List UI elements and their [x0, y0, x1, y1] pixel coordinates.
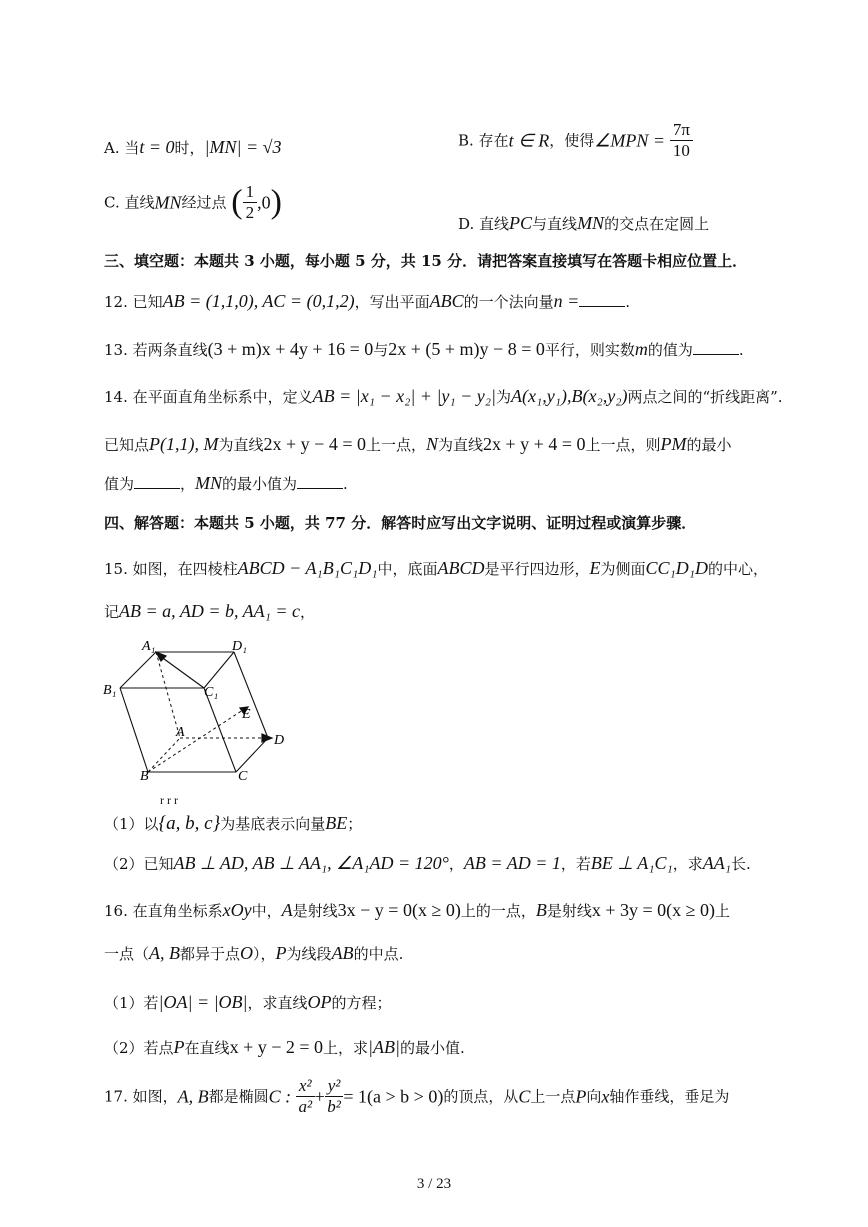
answer-blank	[297, 474, 343, 489]
question-16-line-2: 一点（A, B都异于点O），P为线段AB的中点.	[104, 943, 404, 963]
label-d1: D₁	[232, 639, 247, 654]
question-14-line-3: 值为 ，MN的最小值为 .	[104, 473, 348, 493]
label-a1: A₁	[142, 639, 156, 654]
question-16-part-1: （1）若|OA| = |OB|，求直线OP的方程；	[104, 992, 392, 1012]
page-number: 3 / 23	[416, 1176, 452, 1192]
question-16-part-2: （2）若点P在直线x + y − 2 = 0上，求|AB|的最小值.	[104, 1037, 465, 1057]
label-c1: C₁	[204, 685, 219, 700]
question-12: 12. 已知AB = (1,1,0), AC = (0,1,2)，写出平面ABC的一个法向量n = .	[104, 291, 631, 311]
option-b: B. 存在t ∈ R，使得∠MPN = $\frac{7\pi}{10}$	[458, 120, 693, 161]
vector-marks: r r r	[160, 793, 178, 807]
label-e: E	[242, 707, 251, 722]
option-d: D. 直线PC与直线MN的交点在定圆上	[458, 213, 710, 233]
question-15-line-1: 15. 如图，在四棱柱ABCD − A₁B₁C₁D₁中，底面ABCD是平行四边形，E为侧面CC₁D₁D的中心，	[104, 558, 769, 578]
label-c: C	[238, 769, 248, 784]
fraction-x2-a2: $\frac{\text{x²}}{\text{a²}}$	[296, 1076, 315, 1117]
question-14-line-1: 14. 在平面直角坐标系中，定义AB = |x₁ − x₂| + |y₁ − y₂|为A(x₁,y₁),B(x₂,y₂)两点之间的“折线距离”.	[104, 386, 783, 406]
fraction-1-2: $\frac{1}{2}$	[243, 182, 258, 223]
label-b1: B₁	[103, 683, 117, 698]
label-b: B	[140, 769, 149, 784]
question-15-part-1: （1）以{a, b, c}为基底表示向量BE；	[104, 813, 363, 834]
parallelepiped-figure	[100, 636, 300, 786]
answer-blank	[693, 340, 739, 355]
label-d: D	[274, 733, 285, 748]
question-13: 13. 若两条直线(3 + m)x + 4y + 16 = 0与2x + (5 + m)y − 8 = 0平行，则实数m的值为 .	[104, 339, 744, 359]
answer-blank	[134, 474, 180, 489]
question-15-part-2: （2）已知AB ⊥ AD, AB ⊥ AA₁, ∠A₁AD = 120°，AB = AD = 1，若BE ⊥ A₁C₁，求AA₁长.	[104, 853, 751, 873]
answer-blank	[579, 292, 625, 307]
section-heading-fill-blank: 三、填空题：本题共 3 小题，每小题 5 分，共 15 分．请把答案直接填写在答题卡相应位置上．	[104, 252, 748, 270]
option-a: A. 当t = 0时，|MN| = √3	[104, 137, 282, 157]
section-heading-solutions: 四、解答题：本题共 5 小题，共 77 分．解答时应写出文字说明、证明过程或演算步骤．	[104, 514, 697, 532]
label-a: A	[176, 725, 185, 740]
question-16-line-1: 16. 在直角坐标系xOy中，A是射线3x − y = 0(x ≥ 0)上的一点，B是射线x + 3y = 0(x ≥ 0)上	[104, 900, 731, 920]
question-14-line-2: 已知点P(1,1), M为直线2x + y − 4 = 0上一点，N为直线2x + y + 4 = 0上一点，则PM的最小	[104, 434, 732, 454]
question-15-line-2: 记AB = a, AD = b, AA₁ = c，	[104, 601, 316, 621]
question-17: 17. 如图，A, B都是椭圆C : $\frac{\text{x²}}{\text{a²}}$ + $\frac{\text{y²}}{\text{b²}}$ = 1(a > b > 0)的顶点，从C上一点P向x轴作垂线，垂足为	[104, 1076, 730, 1116]
option-c: C. 直线MN经过点 ( $\frac{1}{2}$ ,0)	[104, 182, 282, 222]
fraction-y2-b2: $\frac{\text{y²}}{\text{b²}}$	[325, 1076, 344, 1117]
fraction-7pi-10: $\frac{7\pi}{10}$	[670, 120, 693, 161]
